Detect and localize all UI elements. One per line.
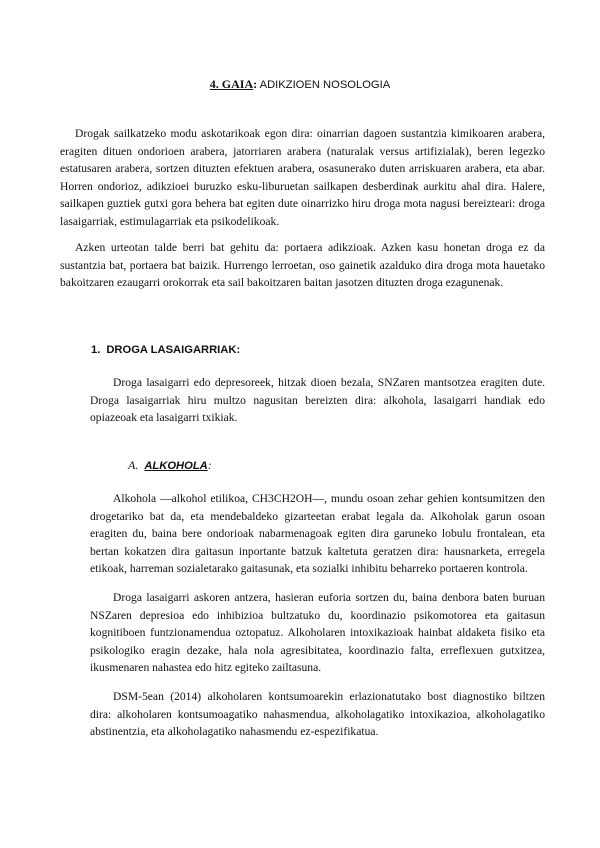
chapter-title — [0, 76, 600, 93]
section-paragraph: Droga lasaigarri edo depresoreek, hitzak dioen bezala, SNZaren mantsotzea eragiten dute. Droga lasaigarriak hiru multzo nagusitan bereizten dira: alkohola, lasaigarri handiak edo opiazeoak eta lasaigarri txikiak. — [90, 376, 545, 425]
section-heading-droga-lasaigarriak — [91, 342, 240, 358]
subsection-letter: A. — [128, 458, 139, 472]
chapter-colon: : — [253, 77, 258, 91]
section-heading-text: DROGA LASAIGARRIAK: — [106, 344, 241, 356]
section-number: 1. — [91, 344, 101, 356]
chapter-title-text: ADIKZIOEN NOSOLOGIA — [257, 79, 391, 91]
subsection-heading-text: ALKOHOLA — [144, 460, 208, 472]
intro-paragraph-2: Azken urteotan talde berri bat gehitu da: portaera adikzioak. Azken kasu honetan droga ez da sustantzia bat, portaera bat baizik. Hurrengo lerroetan, oso gainetik azalduko dira droga mota hauetako bakoitzaren ezaugarri orokorrak eta sail bakoitzaren baitan jasotzen dituzten droga ezagunenak. — [60, 241, 545, 290]
subsection-heading-alkohola — [128, 457, 212, 474]
alkohola-paragraph-2: Droga lasaigarri askoren antzera, hasieran euforia sortzen du, baina denbora baten buruan NSZaren depresioa edo inhibizioa bultzatuko du, koordinazio psikomotorea eta gaitasun kognitiboen funtzionamendua oztopatuz. Alkoholaren intoxikazioak hainbat aldaketa fisiko eta psikologiko eragin dezake, hala nola agresibitatea, koordinazio falta, erreflexuen gutxitzea, ikusmenaren nahastea edo hitz egiteko zailtasuna. — [90, 591, 545, 675]
subsection-colon: : — [207, 458, 212, 472]
intro-paragraph-1: Drogak sailkatzeko modu askotarikoak egon dira: oinarrian dagoen sustantzia kimikoaren arabera, eragiten dituen ondorioen arabera, jatorriaren arabera (naturalak versus artifizialak), beren legezko estatusaren arabera, sortzen dituzten efektuen arabera, osasunerako duten arriskuaren arabera, eta abar. Horren ondorioz, adikzioei buruzko esku-liburuetan sailkapen desberdinak aurkitu ahal dira. Halere, sailkapen guztiek gutxi gora behera bat egiten dute oinarrizko hiru droga mota nagusi bereizteari: droga lasaigarriak, estimulagarriak eta psikodelikoak. — [60, 127, 545, 228]
alkohola-paragraph-3: DSM-5ean (2014) alkoholaren kontsumoarekin erlazionatutako bost diagnostiko biltzen dira: alkoholaren kontsumoagatiko nahasmendua, alkoholagatiko intoxikazioa, alkoholagatiko abstinentzia, eta alkoholagatiko nahasmendu ez-espezifikatua. — [90, 690, 545, 739]
chapter-number: 4. GAIA — [209, 77, 254, 91]
alkohola-paragraph-1: Alkohola —alkohol etilikoa, CH3CH2OH—, mundu osoan zehar gehien kontsumitzen den drogetariko bat da, eta mendebaldeko gizarteetan erabat legala da. Alkoholak garun osoan eragiten du, baina bere ondorioak nabarmenagoak egiten dira garuneko lobulu frontalean, eta bertan kokatzen dira gaitasun inportante batzuk kaltetuta geratzen dira: hausnarketa, erregela etikoak, harreman sozialetarako gaitasunak, eta sozialki inhibitu beharreko portaeren kontrola. — [90, 492, 545, 576]
